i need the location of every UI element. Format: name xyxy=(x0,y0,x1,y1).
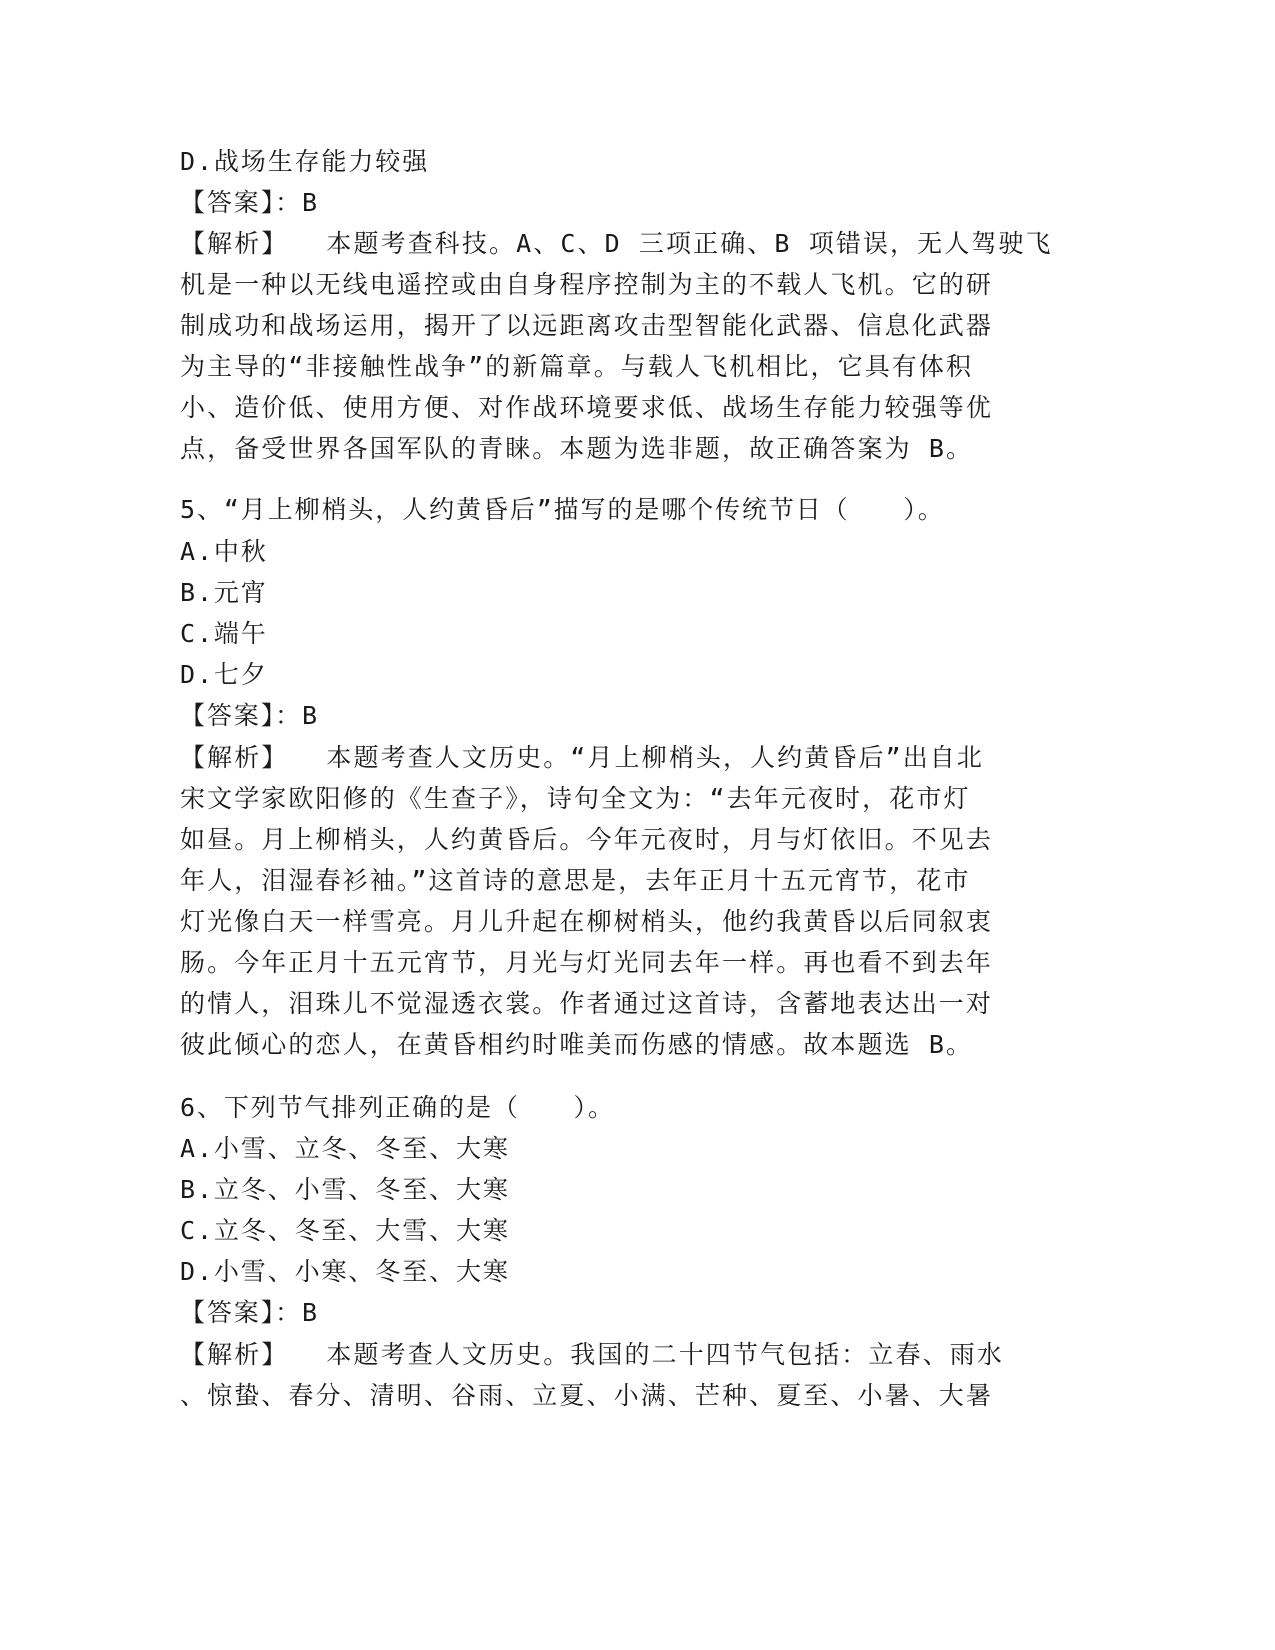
analysis-first-line xyxy=(180,228,1053,270)
q6-option-b: B.立冬、小雪、冬至、大寒 xyxy=(180,1175,510,1204)
analysis-line: 点，备受世界各国军队的青睐。本题为选非题，故正确答案为 B。 xyxy=(180,434,974,463)
q6-option-c: C.立冬、冬至、大雪、大寒 xyxy=(180,1216,510,1245)
analysis-text: 本题考查人文历史。“月上柳梢头，人约黄昏后”出自北 xyxy=(326,743,985,772)
q5-analysis-line: 宋文学家欧阳修的《生查子》，诗句全文为：“去年元夜时，花市灯 xyxy=(180,784,971,813)
q5-option-b: B.元宵 xyxy=(180,578,268,607)
analysis-text: 本题考查人文历史。我国的二十四节气包括：立春、雨水 xyxy=(326,1340,1004,1369)
q5-analysis-line: 肠。今年正月十五元宵节，月光与灯光同去年一样。再也看不到去年 xyxy=(180,948,994,977)
q5-analysis-line: 的情人，泪珠儿不觉湿透衣裳。作者通过这首诗，含蓄地表达出一对 xyxy=(180,989,994,1018)
analysis-line: 制成功和战场运用，揭开了以远距离攻击型智能化武器、信息化武器 xyxy=(180,311,994,340)
q5-answer-label: 【答案】：B xyxy=(180,701,319,730)
q6-analysis-line: 、惊蛰、春分、清明、谷雨、立夏、小满、芒种、夏至、小暑、大暑 xyxy=(180,1381,994,1410)
option-d: D.战场生存能力较强 xyxy=(180,147,430,176)
analysis-tag: 【解析】 xyxy=(180,743,289,772)
q6-analysis-first-line xyxy=(180,1339,1004,1381)
analysis-line: 为主导的“非接触性战争”的新篇章。与载人飞机相比，它具有体积 xyxy=(180,352,974,381)
q5-analysis-first-line xyxy=(180,742,984,784)
analysis-tag: 【解析】 xyxy=(180,229,289,258)
q5-option-c: C.端午 xyxy=(180,619,268,648)
q5-option-d: D.七夕 xyxy=(180,660,268,689)
analysis-tag: 【解析】 xyxy=(180,1340,289,1369)
analysis-text: 本题考查科技。A、C、D 三项正确、B 项错误，无人驾驶飞 xyxy=(326,229,1053,258)
answer-label: 【答案】：B xyxy=(180,188,319,217)
q5-analysis-line: 年人，泪湿春衫袖。”这首诗的意思是，去年正月十五元宵节，花市 xyxy=(180,866,971,895)
q5-analysis-line: 彼此倾心的恋人，在黄昏相约时唯美而伤感的情感。故本题选 B。 xyxy=(180,1030,974,1059)
question-6: 6、下列节气排列正确的是（ ）。 xyxy=(180,1093,615,1122)
q6-answer-label: 【答案】：B xyxy=(180,1298,319,1327)
question-5: 5、“月上柳梢头，人约黄昏后”描写的是哪个传统节日（ ）。 xyxy=(180,495,945,524)
q5-option-a: A.中秋 xyxy=(180,537,268,566)
q5-analysis-line: 如昼。月上柳梢头，人约黄昏后。今年元夜时，月与灯依旧。不见去 xyxy=(180,825,994,854)
q5-analysis-line: 灯光像白天一样雪亮。月儿升起在柳树梢头，他约我黄昏以后同叙衷 xyxy=(180,907,994,936)
analysis-line: 小、造价低、使用方便、对作战环境要求低、战场生存能力较强等优 xyxy=(180,393,994,422)
q6-option-d: D.小雪、小寒、冬至、大寒 xyxy=(180,1257,510,1286)
analysis-line: 机是一种以无线电遥控或由自身程序控制为主的不载人飞机。它的研 xyxy=(180,270,994,299)
q6-option-a: A.小雪、立冬、冬至、大寒 xyxy=(180,1134,510,1163)
